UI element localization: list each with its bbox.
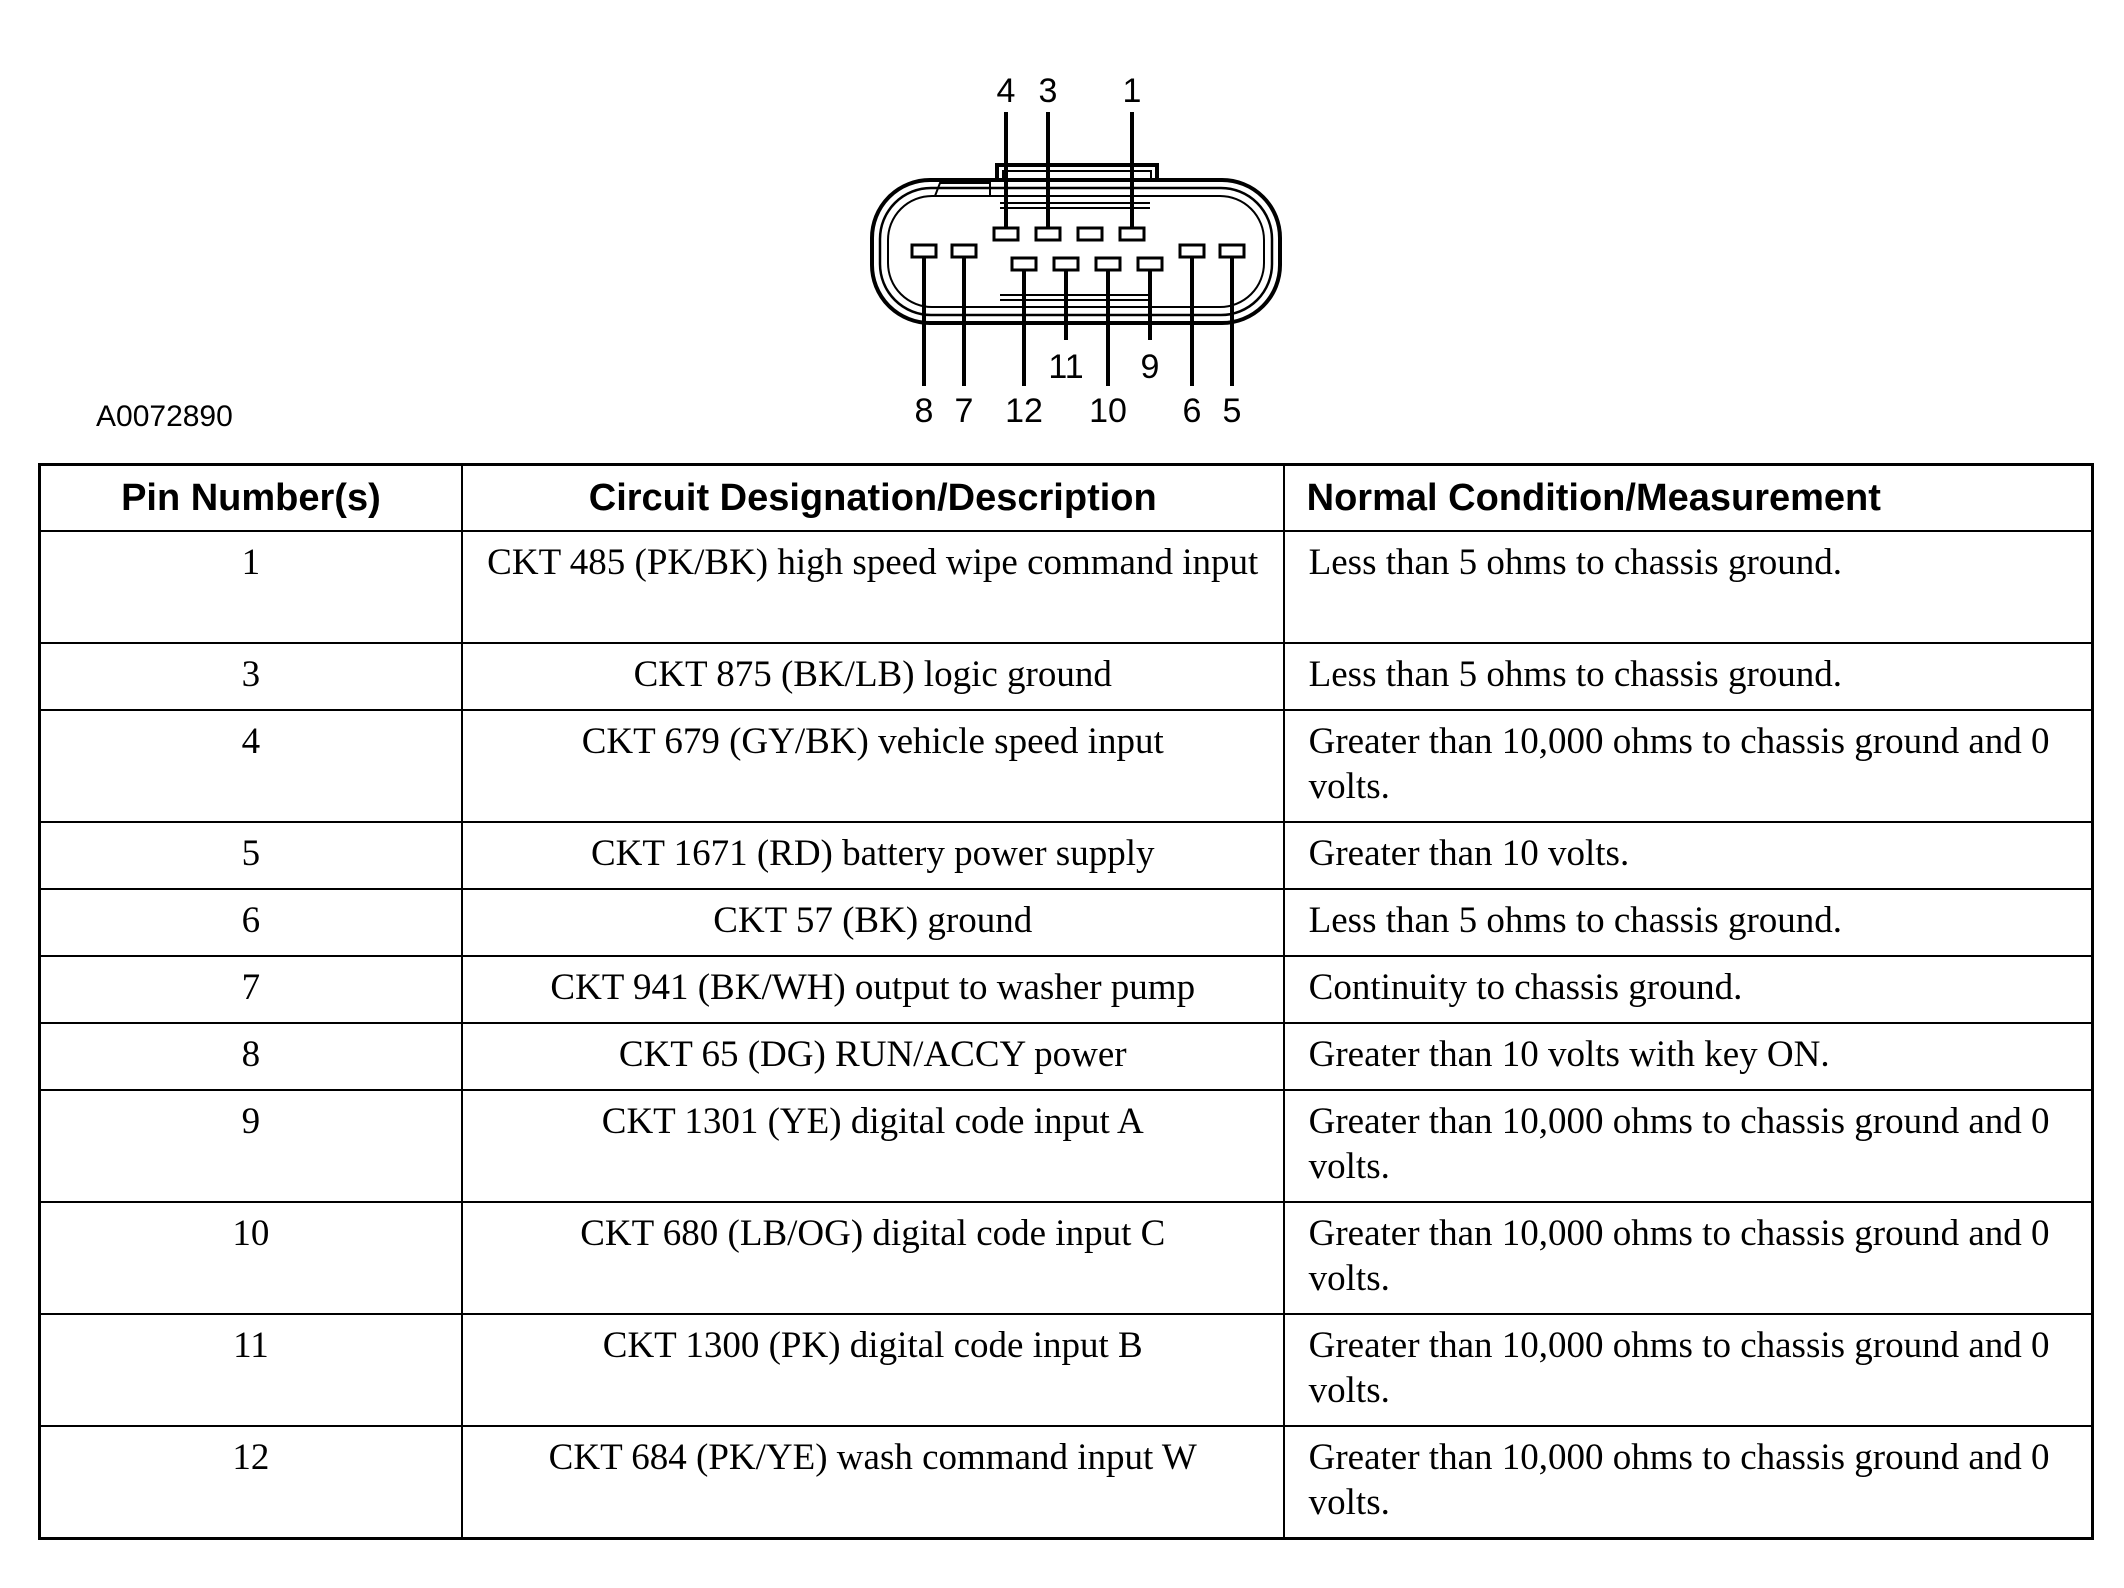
table-row <box>40 1314 2093 1426</box>
pin-number-cell: 1 <box>40 531 462 643</box>
pin-label-11: 11 <box>1048 348 1084 386</box>
pin-label-1: 1 <box>1122 72 1142 110</box>
pin-label-9: 9 <box>1140 348 1160 386</box>
table-row <box>40 1426 2093 1539</box>
pin-cavity-12 <box>1012 258 1036 270</box>
circuit-cell: CKT 1300 (PK) digital code input B <box>462 1314 1284 1426</box>
table-row <box>40 1202 2093 1314</box>
pin-number-cell: 4 <box>40 710 462 822</box>
circuit-cell: CKT 1671 (RD) battery power supply <box>462 822 1284 889</box>
circuit-cell: CKT 680 (LB/OG) digital code input C <box>462 1202 1284 1314</box>
condition-cell: Greater than 10,000 ohms to chassis ground and 0 volts. <box>1284 710 2093 822</box>
condition-cell: Less than 5 ohms to chassis ground. <box>1284 643 2093 710</box>
pin-label-4: 4 <box>996 72 1016 110</box>
condition-cell: Greater than 10 volts with key ON. <box>1284 1023 2093 1090</box>
pin-cavity-7 <box>952 245 976 257</box>
connector-diagram <box>0 0 2124 460</box>
pin-cavity-9 <box>1138 258 1162 270</box>
header-condition: Normal Condition/Measurement <box>1284 465 2093 532</box>
circuit-cell: CKT 65 (DG) RUN/ACCY power <box>462 1023 1284 1090</box>
table-row <box>40 822 2093 889</box>
condition-cell: Greater than 10,000 ohms to chassis ground and 0 volts. <box>1284 1426 2093 1539</box>
pin-number-cell: 9 <box>40 1090 462 1202</box>
table-row <box>40 1023 2093 1090</box>
pin-number-cell: 6 <box>40 889 462 956</box>
pin-cavity-2 <box>1078 228 1102 240</box>
pin-cavity-11 <box>1054 258 1078 270</box>
table-row <box>40 1090 2093 1202</box>
circuit-cell: CKT 57 (BK) ground <box>462 889 1284 956</box>
condition-cell: Less than 5 ohms to chassis ground. <box>1284 531 2093 643</box>
pin-number-cell: 5 <box>40 822 462 889</box>
pin-label-7: 7 <box>954 392 974 430</box>
circuit-cell: CKT 679 (GY/BK) vehicle speed input <box>462 710 1284 822</box>
table-row <box>40 889 2093 956</box>
pin-number-cell: 3 <box>40 643 462 710</box>
pin-cavity-8 <box>912 245 936 257</box>
pin-label-10: 10 <box>1089 392 1127 430</box>
pin-number-cell: 8 <box>40 1023 462 1090</box>
table-header-row <box>40 465 2093 532</box>
pin-cavity-5 <box>1220 245 1244 257</box>
pin-label-8: 8 <box>914 392 934 430</box>
pin-cavity-1 <box>1120 228 1144 240</box>
circuit-cell: CKT 485 (PK/BK) high speed wipe command input <box>462 531 1284 643</box>
pin-number-cell: 12 <box>40 1426 462 1539</box>
pin-cavity-4 <box>994 228 1018 240</box>
pin-label-5: 5 <box>1222 392 1242 430</box>
pin-cavity-10 <box>1096 258 1120 270</box>
circuit-cell: CKT 684 (PK/YE) wash command input W <box>462 1426 1284 1539</box>
circuit-cell: CKT 941 (BK/WH) output to washer pump <box>462 956 1284 1023</box>
table-row <box>40 643 2093 710</box>
pin-label-3: 3 <box>1038 72 1058 110</box>
condition-cell: Greater than 10 volts. <box>1284 822 2093 889</box>
pin-label-12: 12 <box>1005 392 1043 430</box>
condition-cell: Continuity to chassis ground. <box>1284 956 2093 1023</box>
condition-cell: Greater than 10,000 ohms to chassis ground and 0 volts. <box>1284 1202 2093 1314</box>
pin-number-cell: 10 <box>40 1202 462 1314</box>
circuit-cell: CKT 1301 (YE) digital code input A <box>462 1090 1284 1202</box>
pin-cavities <box>912 228 1244 270</box>
pin-number-cell: 11 <box>40 1314 462 1426</box>
pin-number-cell: 7 <box>40 956 462 1023</box>
condition-cell: Less than 5 ohms to chassis ground. <box>1284 889 2093 956</box>
header-circuit: Circuit Designation/Description <box>462 465 1284 532</box>
table-row <box>40 531 2093 643</box>
condition-cell: Greater than 10,000 ohms to chassis ground and 0 volts. <box>1284 1090 2093 1202</box>
pin-cavity-6 <box>1180 245 1204 257</box>
circuit-cell: CKT 875 (BK/LB) logic ground <box>462 643 1284 710</box>
pin-cavity-3 <box>1036 228 1060 240</box>
table-row <box>40 710 2093 822</box>
figure-id: A0072890 <box>96 400 233 433</box>
condition-cell: Greater than 10,000 ohms to chassis ground and 0 volts. <box>1284 1314 2093 1426</box>
header-pin-number: Pin Number(s) <box>40 465 462 532</box>
pin-label-6: 6 <box>1182 392 1202 430</box>
table-row <box>40 956 2093 1023</box>
pin-chart-table <box>38 463 2094 1540</box>
